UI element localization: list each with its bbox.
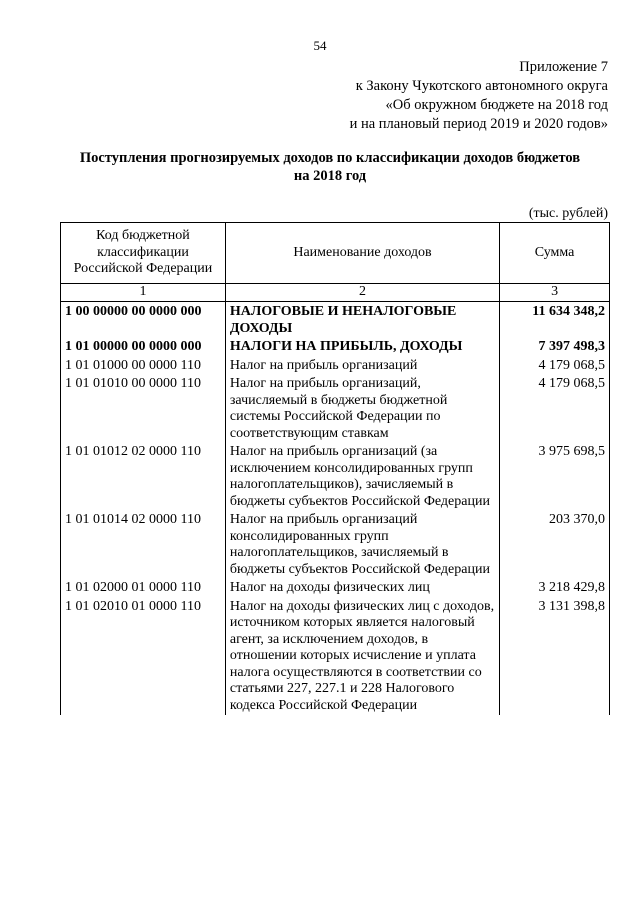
- table-row: [61, 302, 610, 339]
- header-name: Наименование доходов: [225, 223, 499, 284]
- appendix-line: к Закону Чукотского автономного округа: [355, 78, 608, 94]
- row-code: 1 01 02010 01 0000 110: [61, 598, 226, 716]
- column-number: 1: [61, 284, 226, 302]
- row-name: НАЛОГОВЫЕ И НЕНАЛОГОВЫЕ ДОХОДЫ: [225, 302, 499, 339]
- row-code: 1 01 01012 02 0000 110: [61, 443, 226, 511]
- appendix-caption: [350, 58, 608, 134]
- row-name: Налог на доходы физических лиц с доходов, источником которых является налоговый агент, за исключением доходов, в отношении которых исчисление и уплата налога осуществляются в соответствии со статьями 227, 227.1 и 228 Налогового кодекса Российской Федерации: [225, 598, 499, 716]
- row-name: Налог на прибыль организаций консолидированных групп налогоплательщиков, зачисляемый в бюджеты субъектов Российской Федерации: [225, 511, 499, 579]
- row-amount: 4 179 068,5: [500, 357, 610, 376]
- row-amount: 11 634 348,2: [500, 302, 610, 339]
- row-amount: 3 975 698,5: [500, 443, 610, 511]
- header-code: Код бюджетной классификации Российской Федерации: [61, 223, 226, 284]
- row-name: Налог на прибыль организаций (за исключением консолидированных групп налогоплательщиков), зачисляемый в бюджеты субъектов Российской Федерации: [225, 443, 499, 511]
- column-number: 3: [500, 284, 610, 302]
- row-amount: 203 370,0: [500, 511, 610, 579]
- column-number: 2: [225, 284, 499, 302]
- table-row: [61, 375, 610, 443]
- table-row: [61, 511, 610, 579]
- row-amount: 3 131 398,8: [500, 598, 610, 716]
- row-name: НАЛОГИ НА ПРИБЫЛЬ, ДОХОДЫ: [225, 338, 499, 357]
- title-line: на 2018 год: [293, 168, 367, 184]
- row-amount: 3 218 429,8: [500, 579, 610, 598]
- row-code: 1 01 01014 02 0000 110: [61, 511, 226, 579]
- row-code: 1 01 01000 00 0000 110: [61, 357, 226, 376]
- row-name: Налог на прибыль организаций: [225, 357, 499, 376]
- row-amount: 4 179 068,5: [500, 375, 610, 443]
- row-code: 1 00 00000 00 0000 000: [61, 302, 226, 339]
- row-code: 1 01 00000 00 0000 000: [61, 338, 226, 357]
- units-label: (тыс. рублей): [528, 206, 608, 221]
- income-table: [60, 222, 610, 715]
- table-row: [61, 357, 610, 376]
- title-line: Поступления прогнозируемых доходов по классификации доходов бюджетов: [79, 150, 581, 166]
- page-number: 54: [313, 38, 327, 53]
- table-row: [61, 598, 610, 716]
- row-code: 1 01 01010 00 0000 110: [61, 375, 226, 443]
- table-header-row: [61, 223, 610, 284]
- table-row: [61, 579, 610, 598]
- row-amount: 7 397 498,3: [500, 338, 610, 357]
- appendix-line: «Об окружном бюджете на 2018 год: [385, 97, 608, 113]
- row-name: Налог на прибыль организаций, зачисляемый в бюджеты бюджетной системы Российской Федерации по соответствующим ставкам: [225, 375, 499, 443]
- row-name: Налог на доходы физических лиц: [225, 579, 499, 598]
- document-title: [50, 149, 610, 185]
- row-code: 1 01 02000 01 0000 110: [61, 579, 226, 598]
- table-row: [61, 338, 610, 357]
- appendix-line: и на плановый период 2019 и 2020 годов»: [349, 116, 608, 132]
- table-row: [61, 443, 610, 511]
- appendix-line: Приложение 7: [519, 59, 608, 75]
- header-sum: Сумма: [500, 223, 610, 284]
- column-number-row: [61, 284, 610, 302]
